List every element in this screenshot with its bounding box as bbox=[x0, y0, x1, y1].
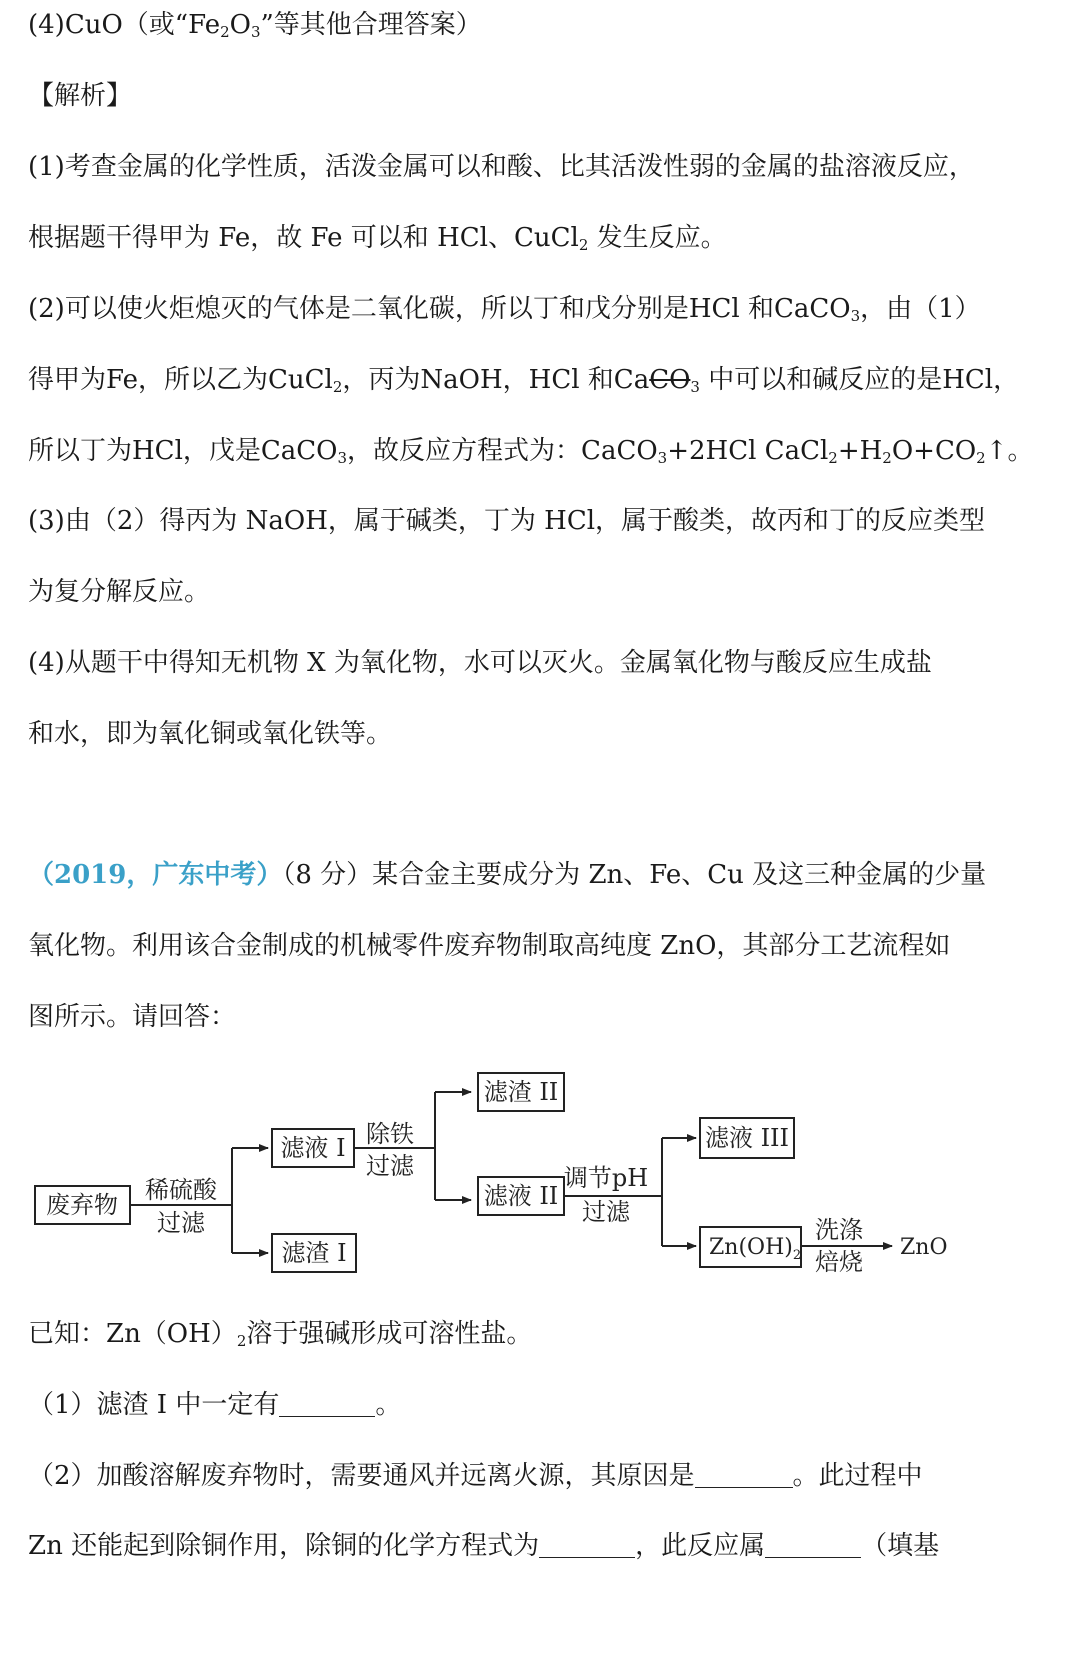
analysis-p2-line1: (2)可以使火炬熄灭的气体是二氧化碳，所以丁和戊分别是HCl 和CaCO$_3$，由（1） bbox=[28, 294, 981, 325]
question-line3: 图所示。请回答： bbox=[28, 1002, 237, 1032]
flow-product-label: ZnO bbox=[900, 1235, 948, 1260]
question-1: （1）滤渣 I 中一定有 。 bbox=[28, 1390, 402, 1420]
analysis-p3-line2: 为复分解反应。 bbox=[28, 577, 211, 607]
analysis-p2-line3: 所以丁为HCl，戊是CaCO$_3$，故反应方程式为：CaCO$_3$+2HCl $CaCl_2+H_2O+CO_2↑$。 bbox=[28, 436, 1034, 467]
flow-step3-condition: 调节pH bbox=[563, 1164, 649, 1192]
answer-blank-4[interactable] bbox=[765, 1531, 861, 1558]
flow-residue-2-label: 滤渣 II bbox=[483, 1078, 559, 1106]
flow-zinc-hydroxide-label: $Zn(OH)_2$ bbox=[709, 1235, 802, 1263]
question-2-line1: （2）加酸溶解废弃物时，需要通风并远离火源，其原因是 。此过程中 bbox=[28, 1461, 923, 1491]
answer-blank-3[interactable] bbox=[539, 1531, 635, 1558]
analysis-p2-line2: 得甲为Fe，所以乙为CuCl$_2$，丙为NaOH，HCl 和CaCO$_3$ 中可以和碱反应的是HCl， bbox=[28, 365, 1020, 396]
flow-residue-1-label: 滤渣 I bbox=[281, 1239, 347, 1267]
flow-waste-label: 废弃物 bbox=[46, 1191, 118, 1219]
flow-step4-wash: 洗涤 bbox=[815, 1216, 863, 1244]
flow-step2-operation: 过滤 bbox=[366, 1152, 414, 1180]
question-source: （2019，广东中考） bbox=[28, 860, 283, 890]
question-2-line2: Zn 还能起到除铜作用，除铜的化学方程式为 ，此反应属 （填基 bbox=[28, 1531, 940, 1561]
answer-4: (4)CuO（或“$Fe_2O_3$”等其他合理答案） bbox=[28, 10, 482, 41]
analysis-p3-line1: (3)由（2）得丙为 NaOH，属于碱类，丁为 HCl，属于酸类，故丙和丁的反应类型 bbox=[28, 506, 986, 536]
question-line1: （2019，广东中考）（8 分）某合金主要成分为 Zn、Fe、Cu 及这三种金属的少量 bbox=[28, 860, 987, 890]
answer-blank-2[interactable] bbox=[695, 1461, 793, 1488]
analysis-p1-line1: (1)考查金属的化学性质，活泼金属可以和酸、比其活泼性弱的金属的盐溶液反应， bbox=[28, 152, 975, 182]
analysis-heading: 【解析】 bbox=[28, 81, 133, 111]
analysis-p4-line2: 和水，即为氧化铜或氧化铁等。 bbox=[28, 719, 393, 749]
flow-step3-operation: 过滤 bbox=[582, 1198, 630, 1226]
flow-filtrate-3-label: 滤液 III bbox=[704, 1124, 790, 1152]
analysis-p4-line1: (4)从题干中得知无机物 X 为氧化物，水可以灭火。金属氧化物与酸反应生成盐 bbox=[28, 648, 932, 678]
flow-step2-reagent: 除铁 bbox=[366, 1120, 414, 1148]
question-line2: 氧化物。利用该合金制成的机械零件废弃物制取高纯度 ZnO，其部分工艺流程如 bbox=[28, 931, 951, 961]
flow-filtrate-1-label: 滤液 I bbox=[280, 1134, 346, 1162]
flow-filtrate-2-label: 滤液 II bbox=[483, 1182, 559, 1210]
flow-step1-operation: 过滤 bbox=[157, 1209, 205, 1237]
answer-blank-1[interactable] bbox=[279, 1390, 375, 1417]
analysis-p1-line2: 根据题干得甲为 Fe，故 Fe 可以和 HCl、CuCl$_2$ 发生反应。 bbox=[28, 223, 727, 254]
flow-step4-roast: 焙烧 bbox=[815, 1248, 863, 1276]
flow-step1-reagent: 稀硫酸 bbox=[145, 1176, 217, 1204]
known-condition: 已知：$Zn(OH)_2$溶于强碱形成可溶性盐。 bbox=[28, 1319, 533, 1350]
process-flowchart bbox=[0, 1060, 1080, 1300]
